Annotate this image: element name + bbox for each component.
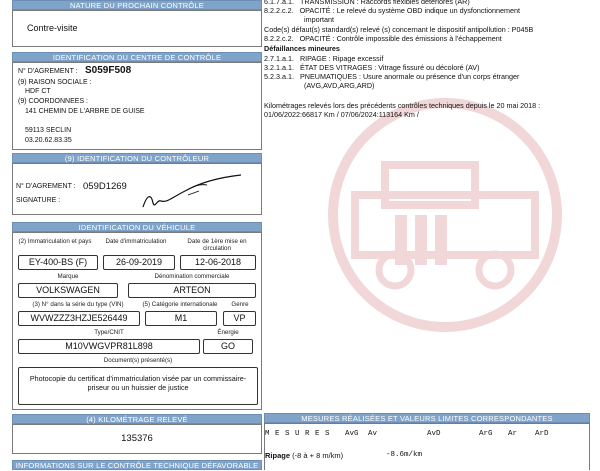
mesures-col-ard: ArD [535,430,549,438]
defaut-line-3: Code(s) défaut(s) standard(s) relevé (s) concernant le dispositif antipollution : P045B [264,25,534,34]
marque-label: Marque [57,273,79,280]
mineure-line-3-cont: (AVG,AVD,ARG,ARD) [304,81,375,90]
defaut-text-1: TRANSMISSION : Raccords flexibles détériorés (AR) [299,0,470,6]
vin-field: WVWZZZ3HZJE526449 [18,311,140,326]
centre-address-2: 59113 SECLIN [25,127,72,134]
centre-agrement-value: S059F508 [85,65,132,76]
mesures-col-av: Av [368,430,378,438]
centre-raison-label: (9) RAISON SOCIALE : [18,79,92,86]
date-immat-label: Date d'immatriculation [105,238,167,245]
type-label: Type/CNIT [94,329,124,336]
defaut-code-1: 6.1.7.a.1. [264,0,294,6]
mineure-line-1 [264,54,383,63]
centre-header: IDENTIFICATION DU CENTRE DE CONTRÔLE [12,52,262,62]
controleur-header: (9) IDENTIFICATION DU CONTRÔLEUR [12,153,262,163]
centre-agrement-label: N° D'AGREMENT : [18,68,78,75]
defaut-line-4 [264,34,502,43]
controleur-signature-label: SIGNATURE : [16,197,61,204]
marque-field: VOLKSWAGEN [18,283,118,298]
genre-label: Genre [231,301,249,308]
mineure-line-3 [264,72,519,81]
documents-field: Photocopie du certificat d'immatriculation visée par un commissaire-priseur ou un huissier de justice [18,367,258,405]
mineure-text-2: ÉTAT DES VITRAGES : Vitrage fissuré ou décoloré (AV) [299,63,480,72]
prochain-controle-value: Contre-visite [27,23,78,33]
defaut-code-2: 8.2.2.c.2. [264,6,294,15]
mineure-code-2: 3.2.1.a.1. [264,63,294,72]
kilometrage-header: (4) KILOMÉTRAGE RELEVÉ [12,414,262,424]
signature-image [133,169,253,213]
date-premiere-label: Date de 1ère mise en circulation [187,238,247,252]
km-history-2: 01/06/2022:66817 Km / 07/06/2024:113164 Km / [264,110,419,119]
infos-header: INFORMATIONS SUR LE CONTRÔLE TECHNIQUE DÉFAVORABLE [12,460,262,470]
controleur-agrement-value: 059D1269 [83,181,127,192]
mesures-col-arg: ArG [479,430,493,438]
ripage-range: (-8 à + 8 m/km) [292,451,344,460]
documents-label: Document(s) présenté(s) [103,357,173,364]
km-history-1: Kilométrages relevés lors des précédents contrôles techniques depuis le 20 mai 2018 : [264,101,541,110]
controleur-agrement-label: N° D'AGREMENT : [16,183,76,190]
vin-label: (3) N° dans la série du type (VIN) [32,301,124,308]
mineure-text-3: PNEUMATIQUES : Usure anormale ou présence d'un corps étranger [299,72,520,81]
centre-panel [12,62,262,150]
type-field: M10VWGVPR81L898 [18,339,200,354]
controleur-panel [12,163,262,215]
ripage-value: -8.6m/km [386,451,423,459]
mineure-text-1: RIPAGE : Ripage excessif [299,54,384,63]
immat-field: EY-400-BS (F) [18,255,98,270]
kilometrage-panel [12,424,262,454]
centre-address-1: 141 CHEMIN DE L'ARBRE DE GUISE [25,108,145,115]
defaut-text-4: OPACITÉ : Contrôle impossible des émissions à l'échappement [299,34,502,43]
centre-raison-value: HDF CT [25,88,51,95]
mesures-col-title: M E S U R E S [265,430,331,438]
prochain-controle-panel [12,10,262,47]
energie-label: Énergie [217,329,239,336]
mesures-col-avg: AvG [345,430,359,438]
defaut-line-2-cont: important [304,15,334,24]
ripage-label: Ripage [265,451,291,460]
vehicule-panel [12,232,262,410]
mineure-code-1: 2.7.1.a.1. [264,54,294,63]
defaut-line-2 [264,6,520,15]
denomination-field: ARTEON [128,283,256,298]
centre-coord-label: (9) COORDONNEES : [18,98,89,105]
mesures-panel [264,423,590,470]
genre-field: VP [223,311,256,326]
mineure-code-3: 5.2.3.a.1. [264,72,294,81]
kilometrage-value: 135376 [121,433,153,444]
prochain-controle-header: NATURE DU PROCHAIN CONTRÔLE [12,0,262,10]
mesures-header: MESURES RÉALISÉES ET VALEURS LIMITES CORRESPONDANTES [264,413,590,423]
defaut-code-4: 8.2.2.c.2. [264,34,294,43]
mineures-title: Défaillances mineures [264,44,340,53]
mesures-col-avd: AvD [427,430,441,438]
date-immat-field: 26-09-2019 [103,255,175,270]
categorie-label: (5) Catégorie internationale [142,301,218,308]
energie-field: GO [203,339,253,354]
vehicule-header: IDENTIFICATION DU VÉHICULE [12,222,262,232]
defaut-text-2: OPACITÉ : Le relevé du système OBD indique un dysfonctionnement [299,6,520,15]
ripage-row [265,451,343,460]
date-premiere-field: 12-06-2018 [180,255,256,270]
categorie-field: M1 [145,311,217,326]
centre-phone: 03.20.62.83.35 [25,137,72,144]
watermark-logo [325,95,565,335]
mesures-col-ar: Ar [508,430,518,438]
immat-label: (2) Immatriculation et pays [18,238,92,245]
denomination-label: Dénomination commerciale [154,273,230,280]
mineure-line-2 [264,63,479,72]
